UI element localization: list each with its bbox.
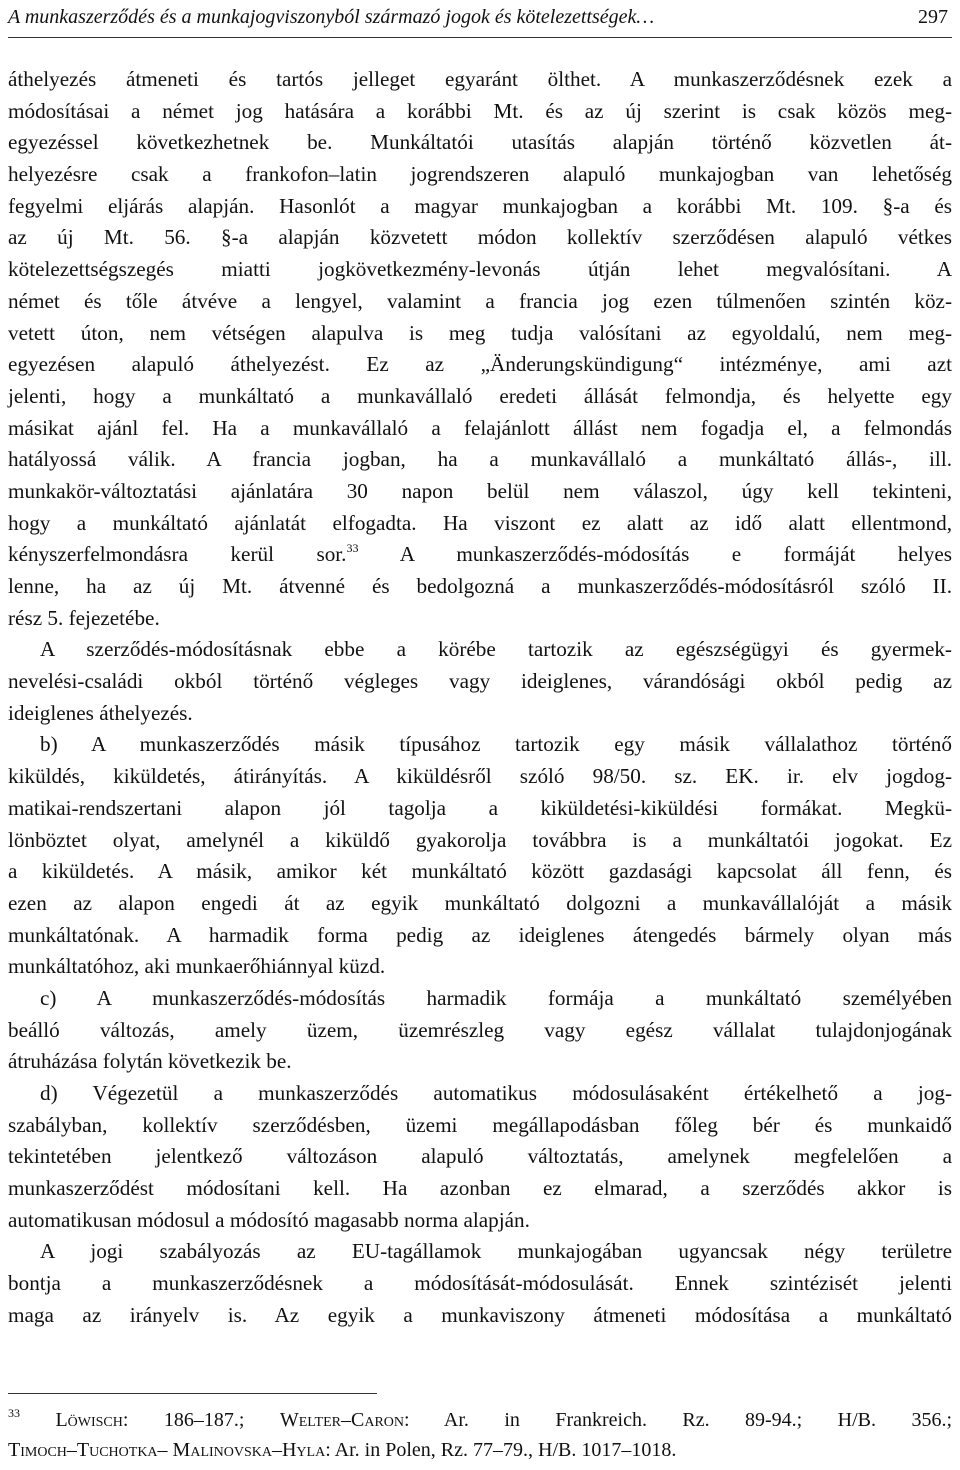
text-line	[8, 444, 952, 476]
text-line	[8, 539, 952, 571]
text-line	[8, 1078, 952, 1110]
text-line	[8, 603, 952, 635]
text-run: ideiglenes áthelyezés.	[8, 700, 193, 725]
text-line	[8, 64, 952, 96]
text-run: A munkaszerződés-módosítás e formáját helyes	[358, 542, 952, 567]
text-line	[8, 1141, 952, 1173]
text-run: ezen az alapon engedi át az egyik munkáltató dolgozni a munkavállalóját a másik	[8, 890, 952, 915]
text-run: automatikusan módosul a módosító magasabb norma alapján.	[8, 1207, 530, 1232]
text-line	[8, 571, 952, 603]
text-line	[8, 888, 952, 920]
text-line	[8, 286, 952, 318]
text-run: munkaszerződést módosítani kell. Ha azonban ez elmarad, a szerződés akkor is	[8, 1176, 952, 1201]
text-run: munkáltatóhoz, aki munkaerőhiánnyal küzd.	[8, 954, 386, 979]
text-run: másikat ajánl fel. Ha a munkavállaló a felajánlott állást nem fogadja el, a felmondás	[8, 415, 952, 440]
text-line	[8, 698, 952, 730]
page-number: 297	[918, 6, 948, 28]
text-line	[8, 856, 952, 888]
text-run: átruházása folytán következik be.	[8, 1049, 292, 1074]
text-run: A jogi szabályozás az EU-tagállamok munkajogában ugyancsak négy területre	[40, 1239, 952, 1264]
text-line	[8, 825, 952, 857]
text-run: fegyelmi eljárás alapján. Hasonlót a magyar munkajogban a korábbi Mt. 109. §-a és	[8, 193, 952, 218]
text-line	[8, 761, 952, 793]
text-run: kiküldés, kiküldetés, átirányítás. A kiküldésről szóló 98/50. sz. EK. ir. elv jogdog-	[8, 764, 952, 789]
body-text	[8, 64, 952, 1332]
text-run: egyezésen alapuló áthelyezést. Ez az „Änderungskündigung“ intézménye, ami azt	[8, 352, 952, 377]
text-run: helyezésre csak a frankofon–latin jogrendszeren alapuló munkajogban van lehetőség	[8, 162, 952, 187]
running-header	[8, 0, 952, 32]
text-line	[8, 96, 952, 128]
text-run: b) A munkaszerződés másik típusához tartozik egy másik vállalathoz történő	[40, 732, 952, 757]
text-line	[8, 1015, 952, 1047]
text-run: módosításai a német jog hatására a korábbi Mt. és az új szerint is csak közös meg-	[8, 98, 952, 123]
text-run: kötelezettségszegés miatti jogkövetkezmény-levonás útján lehet megvalósítani. A	[8, 257, 952, 282]
text-line	[8, 1173, 952, 1205]
footnote-reference: 33	[346, 541, 359, 556]
text-line	[8, 222, 952, 254]
text-run: beálló változás, amely üzem, üzemrészleg vagy egész vállalat tulajdonjogának	[8, 1017, 952, 1042]
text-line	[8, 318, 952, 350]
text-line	[8, 254, 952, 286]
text-line	[8, 1046, 952, 1078]
text-line	[8, 729, 952, 761]
footnote-text: : 186–187.;	[122, 1409, 280, 1431]
text-run: hogy a munkáltató ajánlatát elfogadta. Ha viszont ez alatt az idő alatt ellentmond,	[8, 510, 952, 535]
text-line	[8, 666, 952, 698]
footnote-line	[8, 1405, 952, 1435]
text-run: munkáltatónak. A harmadik forma pedig az ideiglenes átengedés bármely olyan más	[8, 922, 952, 947]
footnote-rule	[8, 1393, 377, 1394]
text-run: kényszerfelmondásra kerül sor.	[8, 542, 347, 567]
text-run: d) Végezetül a munkaszerződés automatikus módosulásaként értékelhető a jog-	[40, 1081, 952, 1105]
text-line	[8, 983, 952, 1015]
text-line	[8, 1236, 952, 1268]
text-run: matikai-rendszertani alapon jól tagolja a kiküldetési-kiküldési formákat. Megkü-	[8, 795, 952, 820]
text-run: szabályban, kollektív szerződésben, üzemi megállapodásban főleg bér és munkaidő	[8, 1112, 952, 1137]
footnote-text: : Ar. in Polen, Rz. 77–79., H/B. 1017–1018.	[325, 1439, 677, 1461]
text-run: hatályossá válik. A francia jogban, ha a munkavállaló a munkáltató állás-, ill.	[8, 447, 952, 472]
footnote-line	[8, 1435, 952, 1465]
footnote-text: : Ar. in Frankreich. Rz. 89-94.; H/B. 356.;	[404, 1409, 952, 1431]
text-line	[8, 381, 952, 413]
footnote-author: Timoch–Tuchotka– Malinovska–Hyla	[8, 1439, 326, 1461]
text-run: A szerződés-módosításnak ebbe a körébe tartozik az egészségügyi és gyermek-	[40, 637, 952, 662]
text-run: bontja a munkaszerződésnek a módosítását-módosulását. Ennek szintézisét jelenti	[8, 1271, 952, 1296]
text-run: lenne, ha az új Mt. átvenné és bedolgozná a munkaszerződés-módosításról szóló II.	[8, 574, 952, 598]
footnote-author: Löwisch	[55, 1409, 123, 1431]
text-run: nevelési-családi okból történő végleges vagy ideiglenes, várandósági okból pedig az	[8, 669, 952, 694]
footnote	[8, 1405, 952, 1465]
text-line	[8, 920, 952, 952]
text-line	[8, 413, 952, 445]
text-run: az új Mt. 56. §-a alapján közvetett módon kollektív szerződésen alapuló vétkes	[8, 225, 952, 250]
text-line	[8, 159, 952, 191]
footnote-marker: 33	[8, 1406, 20, 1420]
running-header-title: A munkaszerződés és a munkajogviszonyból származó jogok és kötelezettségek…	[8, 6, 655, 28]
text-run: lönböztet olyat, amelynél a kiküldő gyakorolja továbbra is a munkáltatói jogokat. Ez	[8, 827, 952, 852]
text-line	[8, 793, 952, 825]
text-run: c) A munkaszerződés-módosítás harmadik formája a munkáltató személyében	[40, 985, 952, 1010]
text-line	[8, 1110, 952, 1142]
text-line	[8, 1268, 952, 1300]
text-run: a kiküldetés. A másik, amikor két munkáltató között gazdasági kapcsolat áll fenn, és	[8, 859, 952, 884]
header-rule	[8, 37, 952, 38]
text-run: vetett úton, nem vétségen alapulva is meg tudja valósítani az egyoldalú, nem meg-	[8, 320, 952, 345]
text-line	[8, 476, 952, 508]
text-run: német és tőle átvéve a lengyel, valamint a francia jog ezen túlmenően szintén köz-	[8, 288, 952, 313]
text-run: rész 5. fejezetébe.	[8, 605, 160, 630]
text-run: maga az irányelv is. Az egyik a munkaviszony átmeneti módosítása a munkáltató	[8, 1302, 952, 1327]
text-line	[8, 191, 952, 223]
text-run: tekintetében jelentkező változáson alapuló változtatás, amelynek megfelelően a	[8, 1144, 952, 1169]
text-line	[8, 1205, 952, 1237]
text-run: áthelyezés átmeneti és tartós jelleget egyaránt ölthet. A munkaszerződésnek ezek a	[8, 67, 952, 91]
text-line	[8, 1300, 952, 1332]
text-run: munkakör-változtatási ajánlatára 30 napon belül nem válaszol, úgy kell tekinteni,	[8, 478, 952, 503]
footnote-author: Welter–Caron	[279, 1409, 405, 1431]
text-line	[8, 634, 952, 666]
text-line	[8, 127, 952, 159]
text-run: jelenti, hogy a munkáltató a munkavállaló eredeti állását felmondja, és helyette egy	[8, 383, 952, 408]
text-run: egyezéssel következhetnek be. Munkáltatói utasítás alapján történő közvetlen át-	[8, 130, 952, 155]
text-line	[8, 951, 952, 983]
text-line	[8, 508, 952, 540]
text-line	[8, 349, 952, 381]
